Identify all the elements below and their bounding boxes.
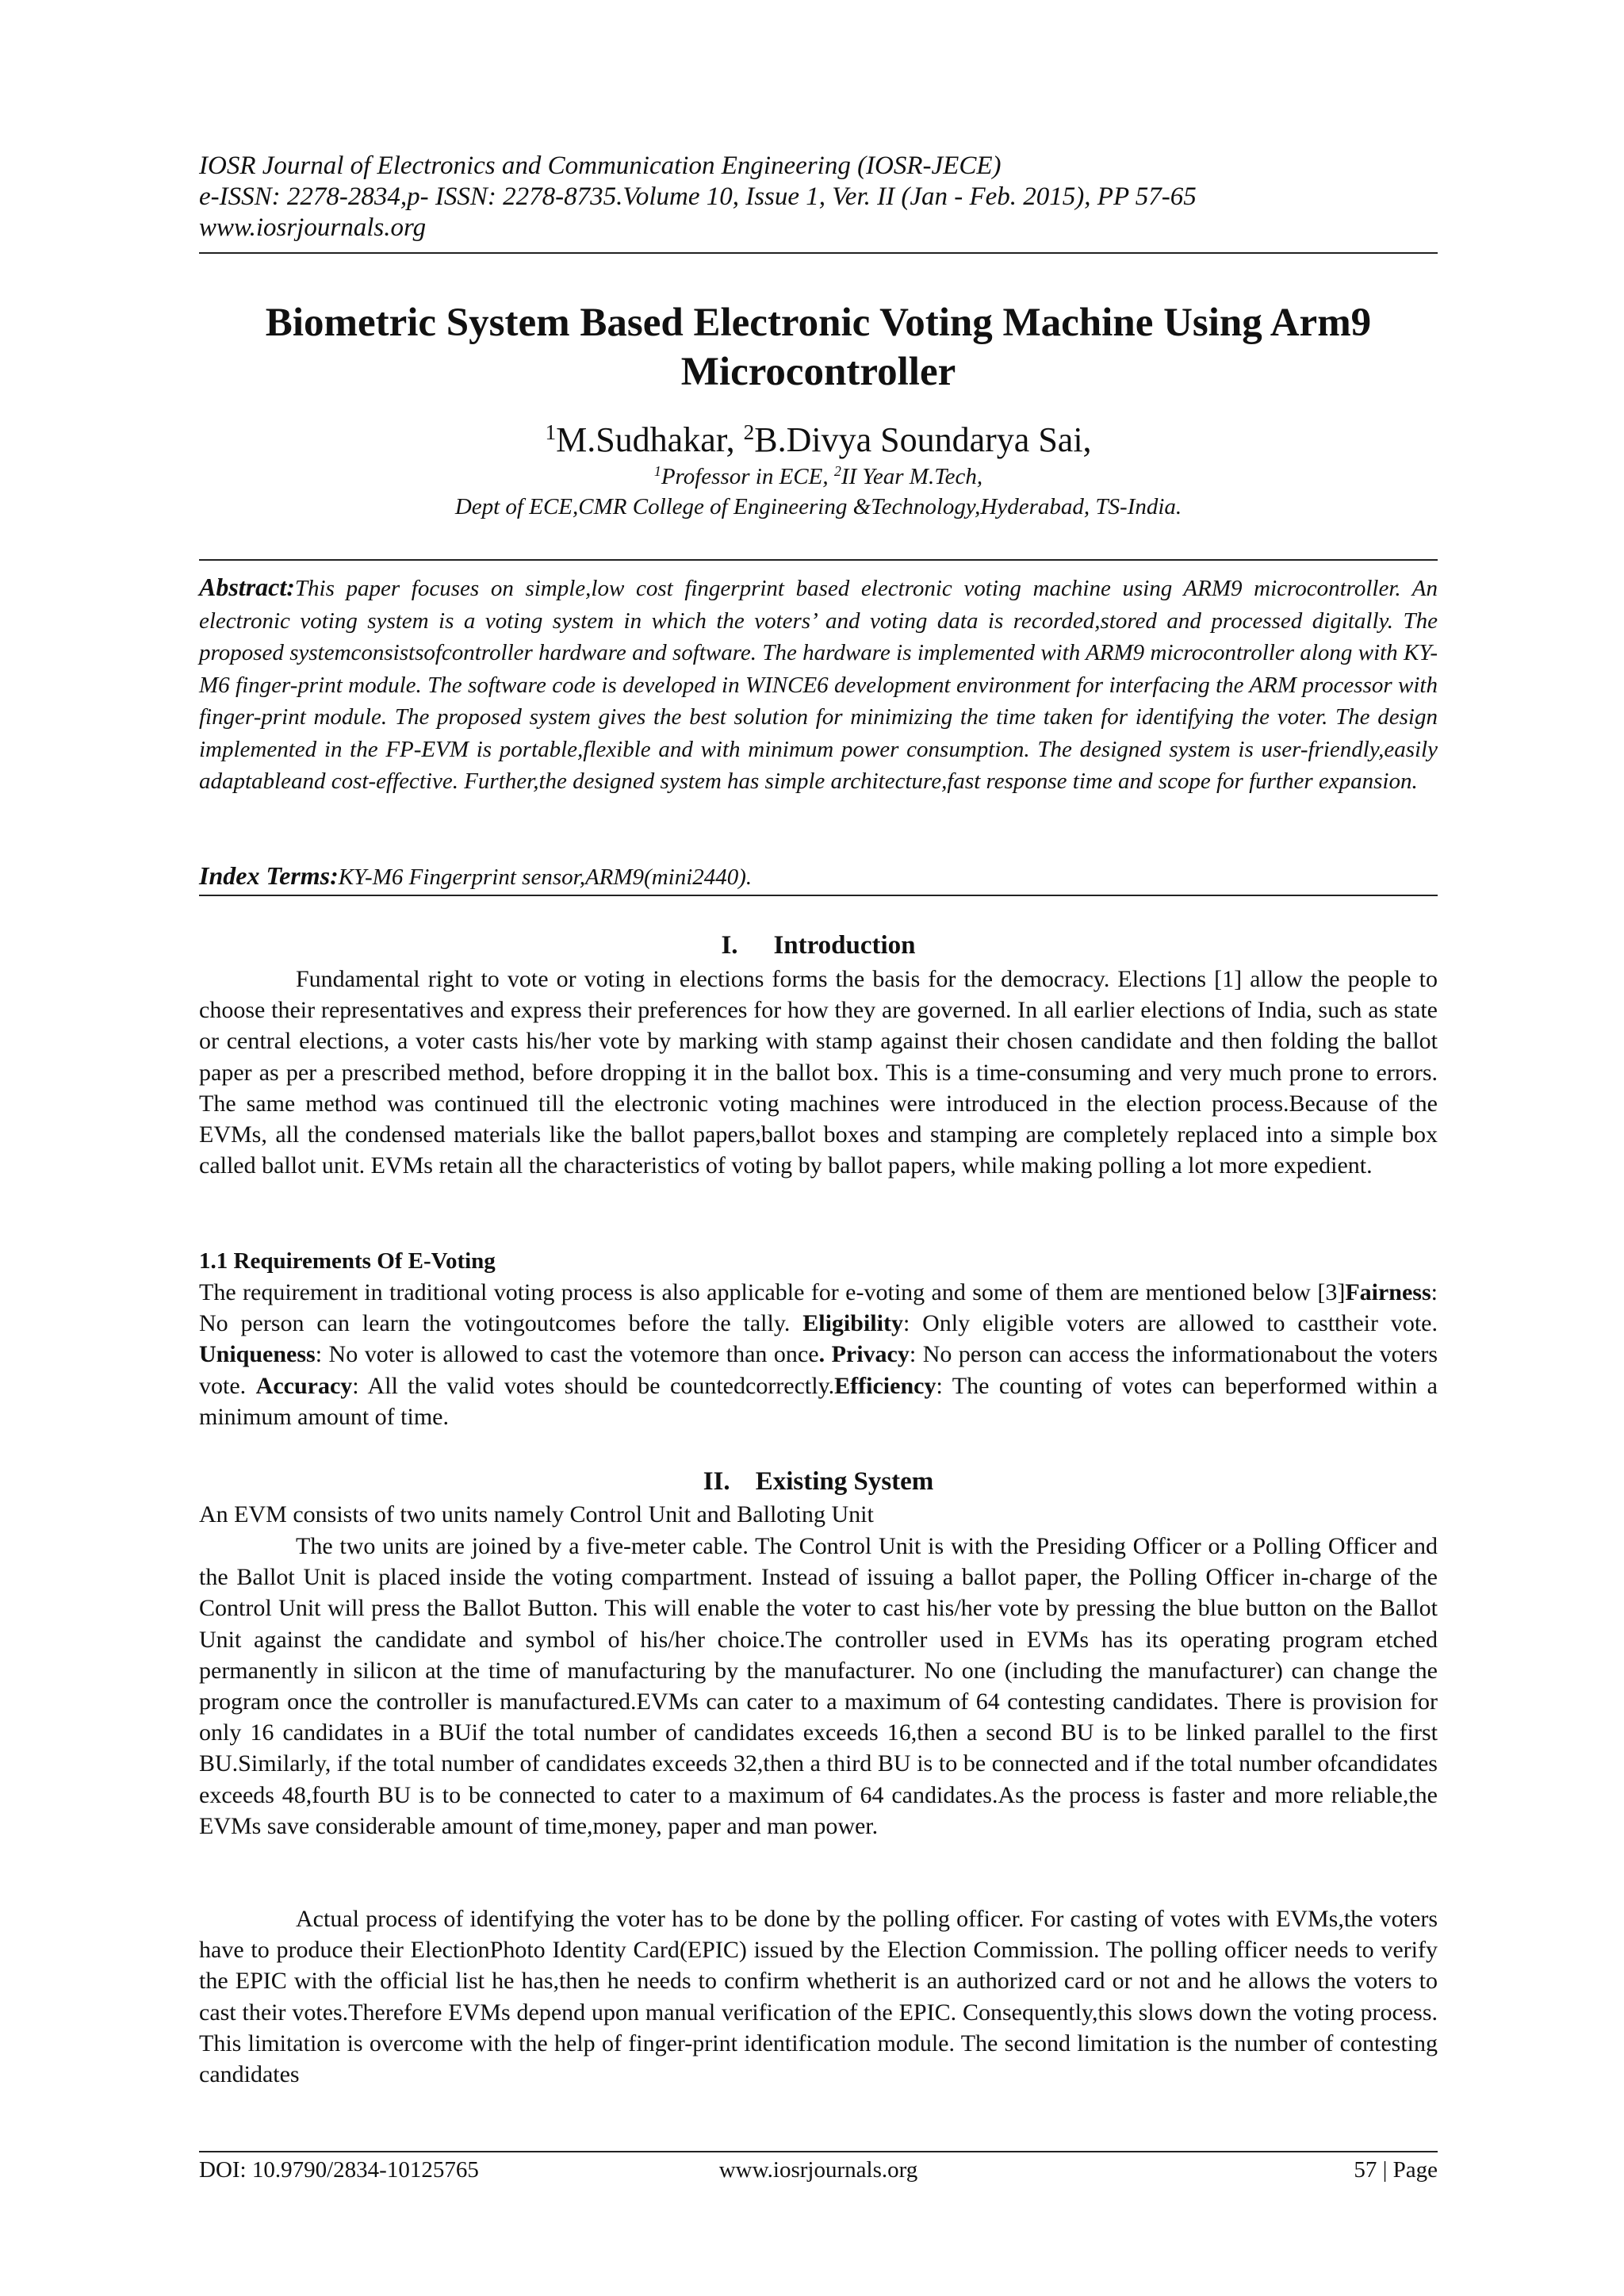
author-1: M.Sudhakar, [556,420,744,459]
aff-sup-1: 1 [653,463,661,480]
req-term: Fairness [1345,1279,1431,1305]
req-term: Eligibility [802,1310,903,1337]
section-number: I. [721,931,738,960]
aff-role-1: Professor in ECE, [661,464,834,489]
author-sup-2: 2 [743,420,755,444]
req-text: : No voter is allowed to cast the votemore than once [315,1341,819,1368]
subsection-heading: 1.1 Requirements Of E-Voting [199,1248,496,1274]
aff-role-2: II Year M.Tech, [841,464,983,489]
aff-sup-2: 2 [833,463,841,480]
req-text: The requirement in traditional voting process is also applicable for e-voting and some of them are mentioned below [3] [199,1279,1346,1305]
footer-rule [199,2151,1438,2152]
footer-site: www.iosrjournals.org [718,2157,918,2183]
footer-doi: DOI: 10.9790/2834-10125765 [199,2157,479,2183]
abstract-text: This paper focuses on simple,low cost fingerprint based electronic voting machine using ARM9 microcontroller. An electronic voting system is a voting system in which the voters’ and voting data is recorded,stored and processed digitally. The proposed systemconsistsofcontroller hardware and software. The hardware is implemented with ARM9 microcontroller along with KY-M6 finger-print module. The software code is developed in WINCE6 development environment for interfacing the ARM processor with finger-print module. The proposed system gives the best solution for minimizing the time taken for identifying the voter. The design implemented in the FP-EVM is portable,flexible and with minimum power consumption. The designed system is user-friendly,easily adaptableand cost-effective. Further,the designed system has simple architecture,fast response time and scope for further expansion. [199,576,1438,794]
paper-title [199,298,1438,397]
abstract [199,571,1438,798]
index-terms-text: KY-M6 Fingerprint sensor,ARM9(mini2440). [338,864,753,890]
existing-system-intro: An EVM consists of two units namely Control Unit and Balloting Unit [199,1501,874,1527]
section-heading-existing-system [199,1466,1438,1497]
req-term: Uniqueness [199,1341,316,1368]
index-terms-label: Index Terms: [199,861,339,890]
abstract-label: Abstract: [199,573,295,601]
affiliations [199,462,1438,522]
req-text: : All the valid votes should be countedcorrectly. [352,1372,835,1399]
section-heading-introduction [199,930,1438,961]
req-text: : No person can access the informationabout the voters vote. [199,1341,1438,1399]
title-line-1: Biometric System Based Electronic Voting Machine Using Arm9 [265,301,1372,345]
footer-page-number: 57 | Page [1354,2157,1438,2183]
req-term: . Privacy [818,1341,910,1368]
section-title: Introduction [773,931,916,960]
title-line-2: Microcontroller [680,350,956,394]
affiliation-roles [199,462,1438,492]
journal-url: www.iosrjournals.org [199,213,427,242]
requirements-paragraph [199,1277,1438,1432]
existing-system-paragraph-2: Actual process of identifying the voter has to be done by the polling officer. For casting of votes with EVMs,the voters have to produce their ElectionPhoto Identity Card(EPIC) issued by the Election Commission. The polling officer needs to verify the EPIC with the official list he has,then he needs to confirm whetherit is an authorized card or not and he allows the voters to cast their votes.Therefore EVMs depend upon manual verification of the EPIC. Consequently,this slows down the voting process. This limitation is overcome with the help of finger-print identification module. The second limitation is the number of contesting candidates [199,1906,1438,2088]
author-list [199,420,1438,460]
index-terms [199,860,1438,893]
req-term: Accuracy [255,1372,353,1399]
req-text: : No person can learn the votingoutcomes before the tally. [199,1279,1438,1337]
author-2: B.Divya Soundarya Sai, [754,420,1092,459]
req-term: Efficiency [834,1372,936,1399]
section-title: Existing System [755,1467,934,1496]
introduction-paragraph: Fundamental right to vote or voting in elections forms the basis for the democracy. Elections [1] allow the people to choose their representatives and express their preferences for how they are governed. In all earlier elections of India, such as state or central elections, a voter casts his/her vote by marking with stamp against their chosen candidate and then folding the ballot paper as per a prescribed method, before dropping it in the ballot box. This is a time-consuming and very much prone to errors. The same method was continued till the electronic voting machines were introduced in the election process.Because of the EVMs, all the condensed materials like the ballot papers,ballot boxes and stamping are completely replaced into a simple box called ballot unit. EVMs retain all the characteristics of voting by ballot papers, while making polling a lot more expedient. [199,966,1438,1179]
journal-name: IOSR Journal of Electronics and Communication Engineering (IOSR-JECE) [199,151,1002,180]
existing-system-paragraph-1: The two units are joined by a five-meter cable. The Control Unit is with the Presiding Officer or a Polling Officer and the Ballot Unit is placed inside the voting compartment. Instead of issuing a ballot paper, the Polling Officer in-charge of the Control Unit will press the Ballot Button. This will enable the voter to cast his/her vote by pressing the blue button on the Ballot Unit against the candidate and symbol of his/her choice.The controller used in EVMs has its operating program etched permanently in silicon at the time of manufacturing by the manufacturer. No one (including the manufacturer) can change the program once the controller is manufactured.EVMs can cater to a maximum of 64 contesting candidates. There is provision for only 16 candidates in a BUif the total number of candidates exceeds 16,then a second BU is to be linked parallel to the first BU.Similarly, if the total number of candidates exceeds 32,then a third BU is to be connected and if the total number ofcandidates exceeds 48,fourth BU is to be connected to cater to a maximum of 64 candidates.As the process is faster and more reliable,the EVMs save considerable amount of time,money, paper and man power. [199,1533,1438,1839]
index-rule [199,895,1438,896]
header-rule [199,252,1438,254]
author-sup-1: 1 [545,420,557,444]
abstract-rule [199,559,1438,561]
req-text: : The counting of votes can beperformed within a minimum amount of time. [199,1372,1438,1430]
section-number: II. [703,1467,730,1496]
affiliation-dept: Dept of ECE,CMR College of Engineering &Technology,Hyderabad, TS-India. [454,494,1182,519]
req-text: : Only eligible voters are allowed to casttheir vote. [902,1310,1438,1337]
journal-issn: e-ISSN: 2278-2834,p- ISSN: 2278-8735.Volume 10, Issue 1, Ver. II (Jan - Feb. 2015), PP 57-65 [199,182,1197,211]
journal-header [199,151,1438,243]
